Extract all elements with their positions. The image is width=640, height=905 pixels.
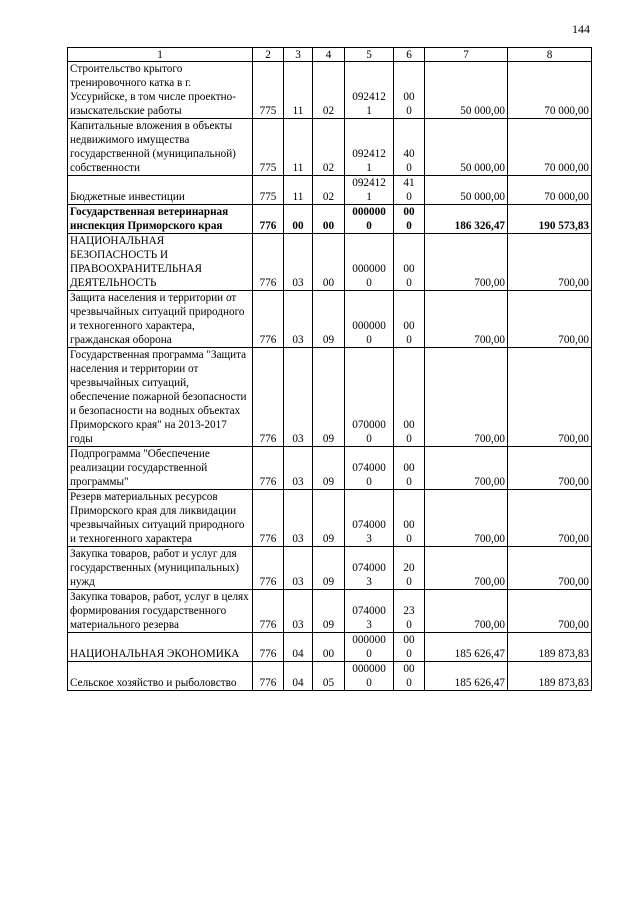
page-number: 144: [572, 22, 590, 36]
amount-col-8: 70 000,00: [508, 176, 592, 205]
subsection-code: 09: [313, 447, 345, 490]
expense-type-code-part: 40: [403, 148, 415, 160]
expense-type-code-part: 0: [406, 105, 412, 117]
amount-col-8: 700,00: [508, 291, 592, 348]
target-article-code-part: 0: [366, 334, 372, 346]
section-code: 03: [284, 490, 313, 547]
table-row: [68, 490, 592, 547]
amount-col-8: 700,00: [508, 490, 592, 547]
ministry-code: 776: [253, 490, 284, 547]
expense-type-code: [394, 662, 425, 691]
target-article-code-part: 0: [366, 433, 372, 445]
column-header: 6: [394, 48, 425, 62]
target-article-code-part: 074000: [352, 562, 386, 574]
amount-col-7: 700,00: [425, 291, 508, 348]
row-name: Закупка товаров, работ, услуг в целях формирования государственного материального резерва: [68, 590, 253, 633]
ministry-code: 776: [253, 205, 284, 234]
target-article-code-part: 000000: [352, 320, 386, 332]
amount-col-7: 186 326,47: [425, 205, 508, 234]
expense-type-code: [394, 234, 425, 291]
target-article-code-part: 0: [366, 648, 372, 660]
target-article-code-part: 070000: [352, 419, 386, 431]
target-article-code-part: 092412: [352, 177, 386, 189]
column-header: 2: [253, 48, 284, 62]
expense-type-code-part: 00: [403, 419, 415, 431]
row-name: Резерв материальных ресурсов Приморского края для ликвидации чрезвычайных ситуаций природного и техногенного характера: [68, 490, 253, 547]
row-name: Государственная программа "Защита населения и территории от чрезвычайных ситуаций, обеспечение пожарной безопасности и безопасности на водных объектах Приморского края" на 2013-2017 годы: [68, 348, 253, 447]
amount-col-7: 185 626,47: [425, 633, 508, 662]
table-row: [68, 590, 592, 633]
row-name: НАЦИОНАЛЬНАЯ БЕЗОПАСНОСТЬ И ПРАВООХРАНИТЕЛЬНАЯ ДЕЯТЕЛЬНОСТЬ: [68, 234, 253, 291]
amount-col-7: 185 626,47: [425, 662, 508, 691]
table-row: [68, 547, 592, 590]
expense-type-code-part: 0: [406, 533, 412, 545]
section-code: 11: [284, 62, 313, 119]
section-code: 03: [284, 547, 313, 590]
row-name: Закупка товаров, работ и услуг для государственных (муниципальных) нужд: [68, 547, 253, 590]
target-article-code: [345, 590, 394, 633]
expense-type-code-part: 0: [406, 220, 412, 232]
column-header: 4: [313, 48, 345, 62]
expense-type-code-part: 00: [403, 320, 415, 332]
target-article-code-part: 1: [366, 191, 372, 203]
expense-type-code: [394, 119, 425, 176]
target-article-code: [345, 119, 394, 176]
table-row: [68, 348, 592, 447]
amount-col-8: 190 573,83: [508, 205, 592, 234]
subsection-code: 00: [313, 205, 345, 234]
subsection-code: 05: [313, 662, 345, 691]
amount-col-8: 700,00: [508, 547, 592, 590]
table-body: [68, 62, 592, 691]
expense-type-code-part: 00: [403, 663, 415, 675]
amount-col-7: 700,00: [425, 547, 508, 590]
expense-type-code-part: 00: [403, 206, 415, 218]
target-article-code-part: 092412: [352, 91, 386, 103]
target-article-code-part: 0: [366, 277, 372, 289]
subsection-code: 09: [313, 490, 345, 547]
table-row: [68, 662, 592, 691]
ministry-code: 776: [253, 348, 284, 447]
expense-type-code: [394, 447, 425, 490]
target-article-code-part: 074000: [352, 605, 386, 617]
expense-type-code-part: 00: [403, 519, 415, 531]
subsection-code: 00: [313, 234, 345, 291]
row-name: Подпрограмма "Обеспечение реализации государственной программы": [68, 447, 253, 490]
ministry-code: 776: [253, 633, 284, 662]
expense-type-code-part: 0: [406, 576, 412, 588]
row-name: Защита населения и территории от чрезвычайных ситуаций природного и техногенного характера, гражданская оборона: [68, 291, 253, 348]
ministry-code: 775: [253, 119, 284, 176]
expense-type-code: [394, 590, 425, 633]
expense-type-code-part: 0: [406, 191, 412, 203]
amount-col-7: 700,00: [425, 447, 508, 490]
table-row: [68, 62, 592, 119]
amount-col-8: 700,00: [508, 234, 592, 291]
expense-type-code: [394, 348, 425, 447]
subsection-code: 02: [313, 62, 345, 119]
target-article-code-part: 3: [366, 533, 372, 545]
ministry-code: 776: [253, 234, 284, 291]
subsection-code: 09: [313, 590, 345, 633]
row-name: Строительство крытого тренировочного катка в г. Уссурийске, в том числе проектно-изыскательские работы: [68, 62, 253, 119]
expense-type-code: [394, 633, 425, 662]
expense-type-code-part: 23: [403, 605, 415, 617]
target-article-code: [345, 234, 394, 291]
subsection-code: 09: [313, 348, 345, 447]
target-article-code: [345, 662, 394, 691]
amount-col-8: 70 000,00: [508, 62, 592, 119]
amount-col-7: 50 000,00: [425, 62, 508, 119]
target-article-code: [345, 447, 394, 490]
amount-col-8: 70 000,00: [508, 119, 592, 176]
ministry-code: 775: [253, 62, 284, 119]
section-code: 04: [284, 633, 313, 662]
section-code: 04: [284, 662, 313, 691]
section-code: 03: [284, 234, 313, 291]
expense-type-code-part: 0: [406, 433, 412, 445]
amount-col-7: 700,00: [425, 348, 508, 447]
amount-col-7: 700,00: [425, 490, 508, 547]
expense-type-code-part: 0: [406, 277, 412, 289]
table-row: [68, 447, 592, 490]
expense-type-code-part: 00: [403, 91, 415, 103]
target-article-code-part: 1: [366, 105, 372, 117]
target-article-code: [345, 291, 394, 348]
amount-col-8: 700,00: [508, 447, 592, 490]
expense-type-code-part: 0: [406, 677, 412, 689]
column-header: 7: [425, 48, 508, 62]
subsection-code: 09: [313, 291, 345, 348]
amount-col-8: 700,00: [508, 590, 592, 633]
table-row: [68, 119, 592, 176]
target-article-code-part: 1: [366, 162, 372, 174]
subsection-code: 09: [313, 547, 345, 590]
table-row: [68, 205, 592, 234]
target-article-code: [345, 205, 394, 234]
expense-type-code-part: 0: [406, 619, 412, 631]
target-article-code: [345, 547, 394, 590]
target-article-code-part: 000000: [352, 263, 386, 275]
budget-table: [67, 47, 592, 691]
target-article-code-part: 074000: [352, 462, 386, 474]
amount-col-8: 189 873,83: [508, 662, 592, 691]
ministry-code: 776: [253, 447, 284, 490]
amount-col-8: 189 873,83: [508, 633, 592, 662]
subsection-code: 02: [313, 119, 345, 176]
target-article-code-part: 0: [366, 220, 372, 232]
target-article-code-part: 092412: [352, 148, 386, 160]
amount-col-7: 700,00: [425, 234, 508, 291]
table-row: [68, 234, 592, 291]
expense-type-code: [394, 62, 425, 119]
expense-type-code-part: 0: [406, 648, 412, 660]
target-article-code-part: 000000: [352, 206, 386, 218]
target-article-code: [345, 490, 394, 547]
expense-type-code-part: 0: [406, 162, 412, 174]
expense-type-code: [394, 176, 425, 205]
section-code: 00: [284, 205, 313, 234]
target-article-code-part: 000000: [352, 663, 386, 675]
header-row: [68, 48, 592, 62]
row-name: Сельское хозяйство и рыболовство: [68, 662, 253, 691]
section-code: 03: [284, 291, 313, 348]
ministry-code: 776: [253, 291, 284, 348]
target-article-code-part: 074000: [352, 519, 386, 531]
amount-col-7: 50 000,00: [425, 119, 508, 176]
target-article-code: [345, 62, 394, 119]
table-row: [68, 633, 592, 662]
amount-col-8: 700,00: [508, 348, 592, 447]
expense-type-code-part: 41: [403, 177, 415, 189]
section-code: 11: [284, 119, 313, 176]
target-article-code-part: 3: [366, 619, 372, 631]
column-header: 3: [284, 48, 313, 62]
ministry-code: 776: [253, 547, 284, 590]
expense-type-code-part: 0: [406, 334, 412, 346]
target-article-code: [345, 633, 394, 662]
expense-type-code: [394, 490, 425, 547]
target-article-code-part: 000000: [352, 634, 386, 646]
column-header: 8: [508, 48, 592, 62]
ministry-code: 776: [253, 662, 284, 691]
section-code: 03: [284, 447, 313, 490]
target-article-code: [345, 348, 394, 447]
subsection-code: 00: [313, 633, 345, 662]
expense-type-code: [394, 205, 425, 234]
expense-type-code: [394, 547, 425, 590]
expense-type-code-part: 00: [403, 462, 415, 474]
expense-type-code-part: 00: [403, 263, 415, 275]
row-name: Государственная ветеринарная инспекция Приморского края: [68, 205, 253, 234]
amount-col-7: 700,00: [425, 590, 508, 633]
section-code: 03: [284, 348, 313, 447]
section-code: 11: [284, 176, 313, 205]
target-article-code-part: 0: [366, 476, 372, 488]
row-name: НАЦИОНАЛЬНАЯ ЭКОНОМИКА: [68, 633, 253, 662]
expense-type-code-part: 00: [403, 634, 415, 646]
column-header: 1: [68, 48, 253, 62]
table-row: [68, 176, 592, 205]
expense-type-code: [394, 291, 425, 348]
section-code: 03: [284, 590, 313, 633]
target-article-code-part: 0: [366, 677, 372, 689]
target-article-code-part: 3: [366, 576, 372, 588]
subsection-code: 02: [313, 176, 345, 205]
expense-type-code-part: 0: [406, 476, 412, 488]
table-row: [68, 291, 592, 348]
row-name: Капитальные вложения в объекты недвижимого имущества государственной (муниципальной) собственности: [68, 119, 253, 176]
row-name: Бюджетные инвестиции: [68, 176, 253, 205]
ministry-code: 776: [253, 590, 284, 633]
column-header: 5: [345, 48, 394, 62]
ministry-code: 775: [253, 176, 284, 205]
expense-type-code-part: 20: [403, 562, 415, 574]
amount-col-7: 50 000,00: [425, 176, 508, 205]
target-article-code: [345, 176, 394, 205]
